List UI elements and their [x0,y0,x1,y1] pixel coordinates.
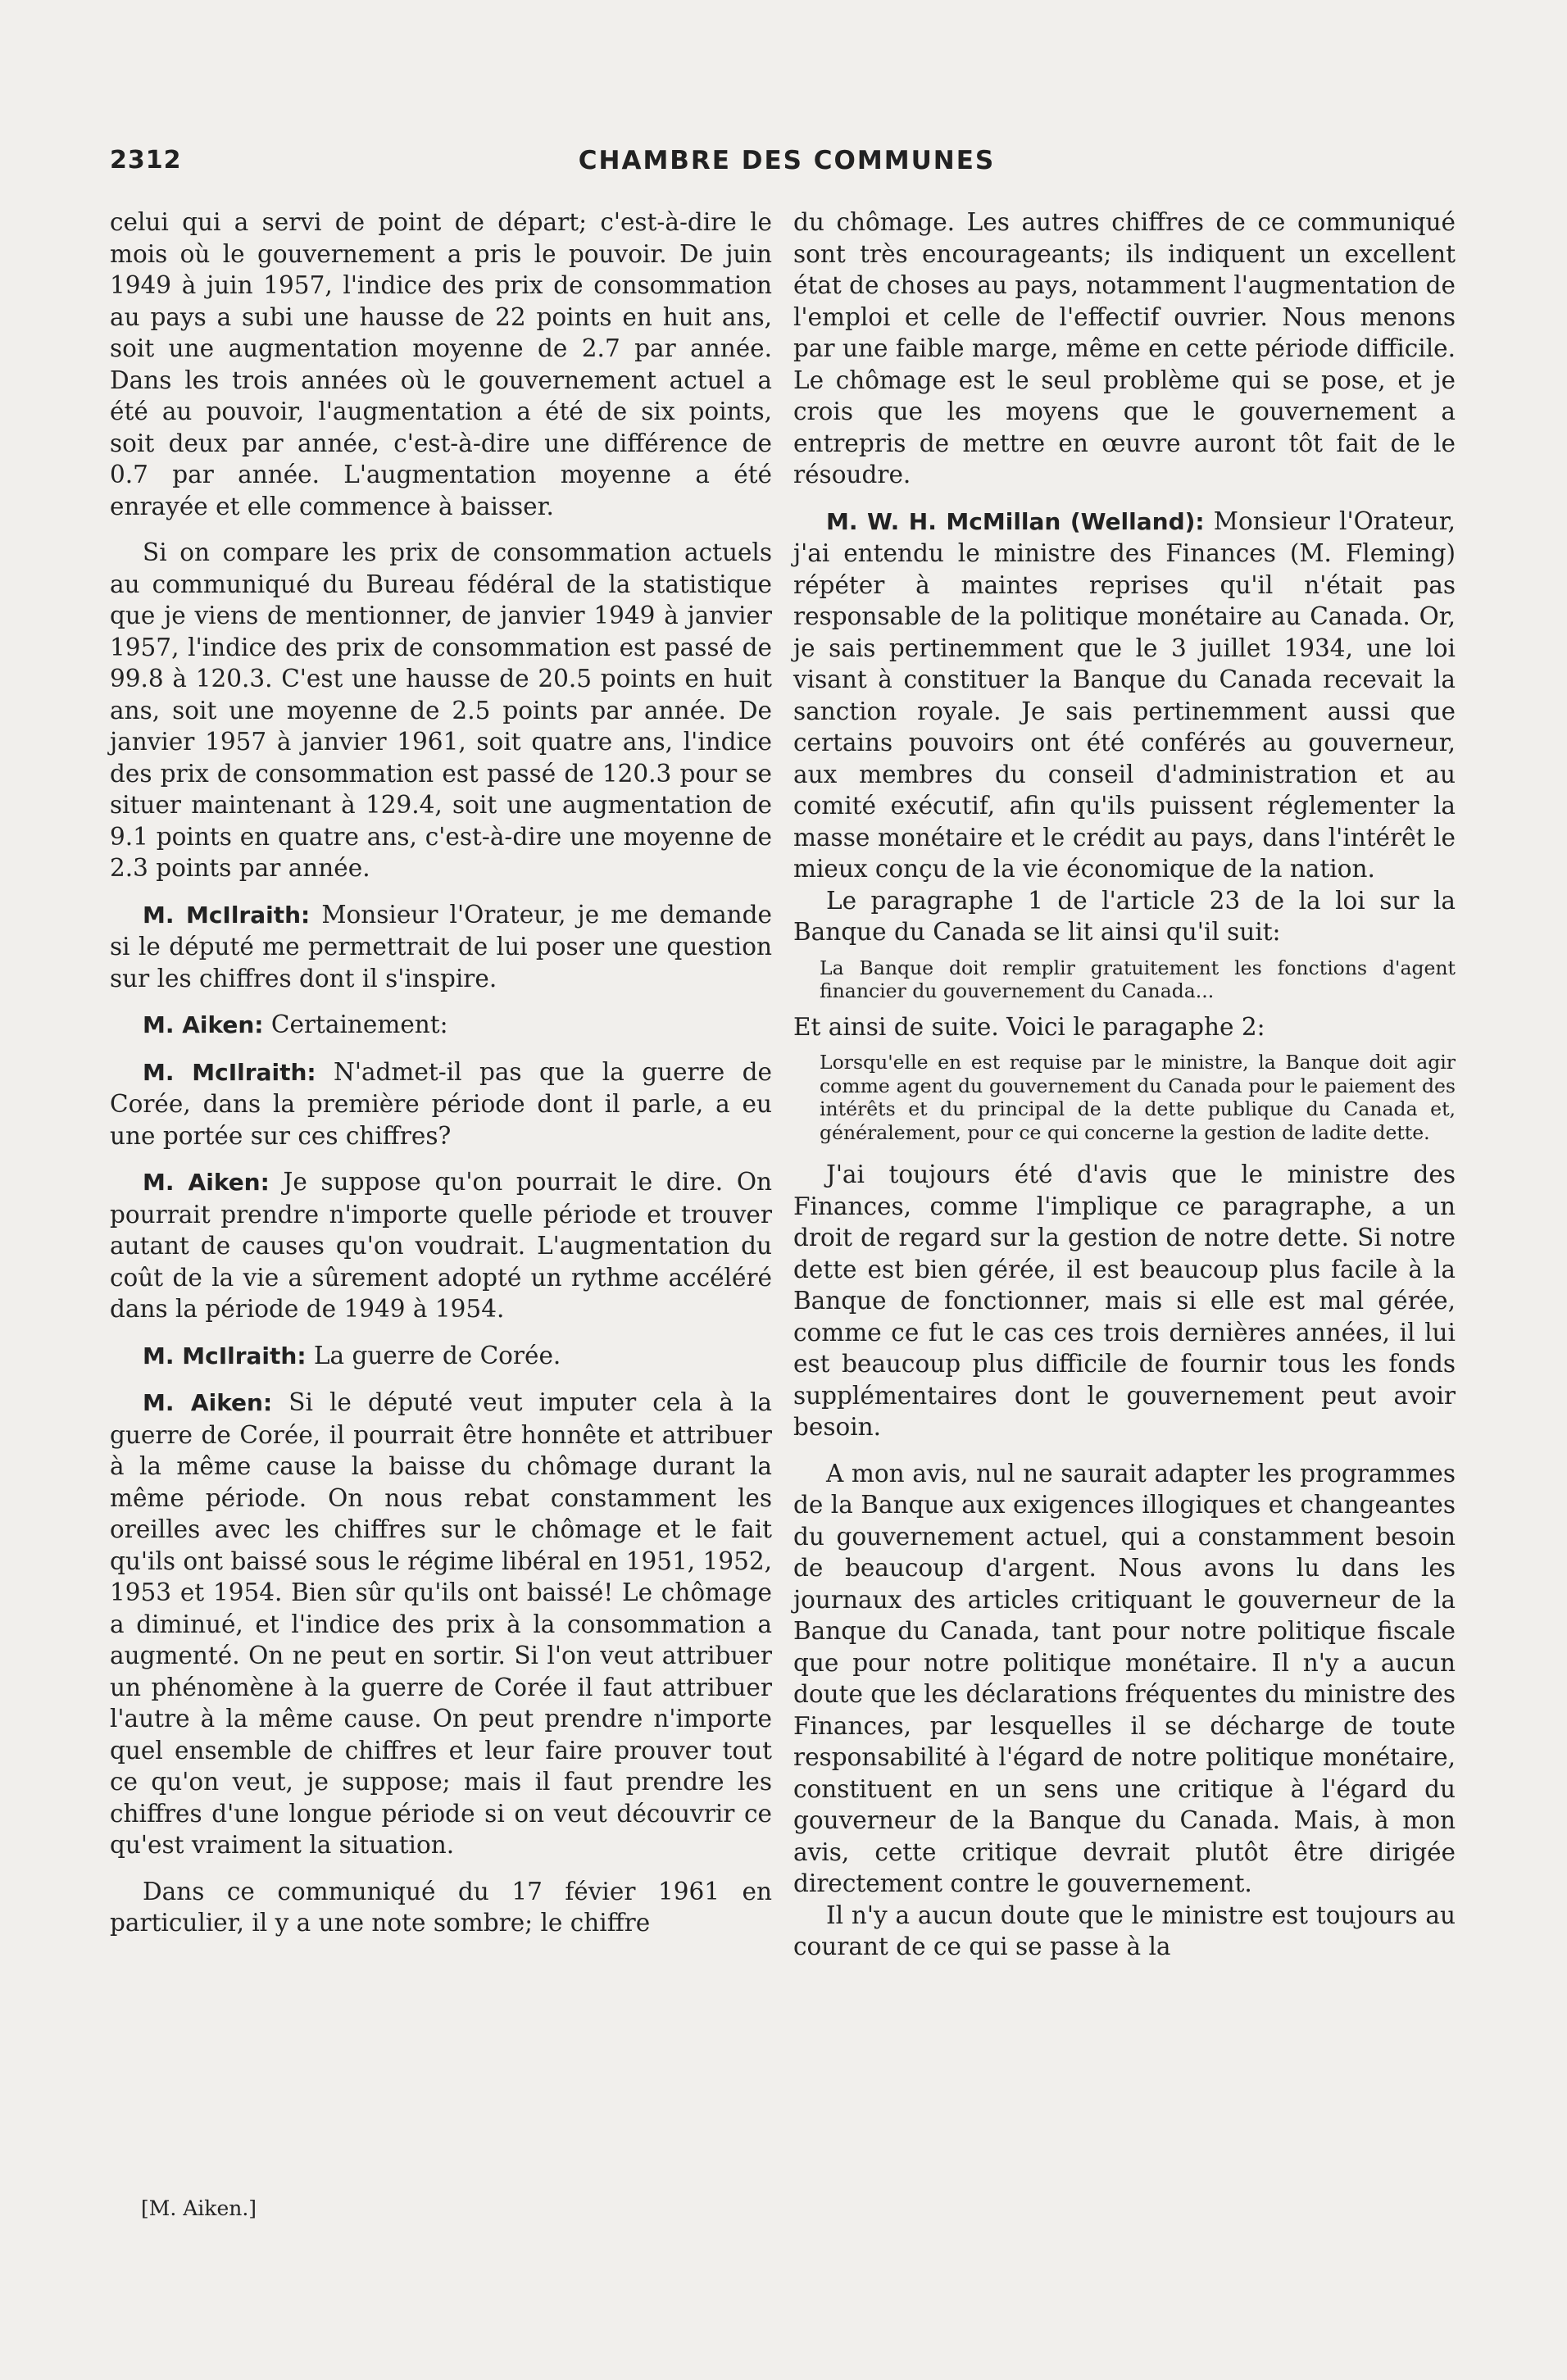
speech [793,506,1456,885]
paragraph: Et ainsi de suite. Voici le paragaphe 2: [793,1012,1265,1041]
speaker-name: M. McIlraith: [143,901,311,929]
paragraph: Il n'y a aucun doute que le ministre est toujours au courant de ce qui se passe à la [793,1901,1456,1960]
paragraph: celui qui a servi de point de départ; c'est-à-dire le mois où le gouvernement a pris le pouvoir. De juin 1949 à juin 1957, l'indice des prix de consommation au pays a subi une hausse de 22 points en huit ans, soit une augmentation moyenne de 2.7 par année. Dans les trois années où le gouvernement actuel a été au pouvoir, l'augmentation a été de six points, soit deux par année, c'est-à-dire une différence de 0.7 par année. L'augmentation moyenne a été enrayée et elle commence à baisser. [110,208,772,520]
paragraph: A mon avis, nul ne saurait adapter les programmes de la Banque aux exigences illogiques et changeantes du gouvernement actuel, qui a constamment besoin de beaucoup d'argent. Nous avons lu dans les journaux des articles critiquant le gouverneur de la Banque du Canada, tant pour notre politique fiscale que pour notre politique monétaire. Il n'y a aucun doute que les déclarations fréquentes du ministre des Finances, par lesquelles il se décharge de toute responsabilité à l'égard de notre politique monétaire, constituent en un sens une critique à l'égard du gouverneur de la Banque du Canada. Mais, à mon avis, cette critique devrait plutôt être dirigée directement contre le gouvernement. [793,1459,1456,1897]
page-number: 2312 [110,146,182,175]
right-column [793,207,1456,1963]
speech [110,1387,772,1861]
block-quote: La Banque doit remplir gratuitement les fonctions d'agent financier du gouvernement du Canada... [820,956,1456,1002]
page-title: CHAMBRE DES COMMUNES [578,146,996,175]
speaker-name: M. Aiken: [143,1169,270,1196]
page-header [110,138,1464,187]
speaker-name: M. McIlraith: [143,1058,316,1086]
speech [110,1340,772,1373]
paragraph: Dans ce communiqué du 17 févier 1961 en particulier, il y a une note sombre; le chiffre [110,1877,772,1937]
speech-text: N'admet-il pas que la guerre de Corée, dans la première période dont il parle, a eu une portée sur ces chiffres? [110,1057,772,1150]
paragraph: J'ai toujours été d'avis que le ministre des Finances, comme l'implique ce paragraphe, a un droit de regard sur la gestion de notre dette. Si notre dette est bien gérée, il est beaucoup plus facile à la Banque de fonctionner, mais si elle est mal gérée, comme ce fut le cas ces trois dernières années, il lui est beaucoup plus difficile de fournir tous les fonds supplémentaires dont le gouvernement peut avoir besoin. [793,1160,1456,1441]
speaker-name: M. Aiken: [143,1389,273,1416]
speaker-footer: [M. Aiken.] [141,2196,257,2220]
paragraph: du chômage. Les autres chiffres de ce communiqué sont très encourageants; ils indiquent un excellent état de choses au pays, notamment l'augmentation de l'emploi et celle de l'effectif ouvrier. Nous menons par une faible marge, même en cette période difficile. Le chômage est le seul problème qui se pose, et je crois que les moyens que le gouvernement a entrepris de mettre en œuvre auront tôt fait de le résoudre. [793,208,1456,488]
speaker-name: M. Aiken: [143,1011,264,1038]
speech [110,1009,772,1042]
speech [110,899,772,995]
speech-text: Monsieur l'Orateur, je me demande si le député me permettrait de lui poser une question sur les chiffres dont il s'inspire. [110,900,772,992]
speech-text: La guerre de Corée. [306,1341,561,1369]
speech-text: Monsieur l'Orateur, j'ai entendu le ministre des Finances (M. Fleming) répéter à maintes reprises qu'il n'était pas responsable de la politique monétaire au Canada. Or, je sais pertinemment que le 3 juillet 1934, une loi visant à constituer la Banque du Canada recevait la sanction royale. Je sais pertinemment aussi que certains pouvoirs ont été conférés au gouverneur, aux membres du conseil d'administration et au comité exécutif, afin qu'ils puissent réglementer la masse monétaire et le crédit au pays, dans l'intérêt le mieux conçu de la vie économique de la nation. [793,506,1456,883]
speech-text: Si le député veut imputer cela à la guerre de Corée, il pourrait être honnête et attribuer à la même cause la baisse du chômage durant la même période. On nous rebat constamment les oreilles avec les chiffres sur le chômage et le fait qu'ils ont baissé sous le régime libéral en 1951, 1952, 1953 et 1954. Bien sûr qu'ils ont baissé! Le chômage a diminué, et l'indice des prix à la consommation a augmenté. On ne peut en sortir. Si l'on veut attribuer un phénomène à la guerre de Corée il faut attribuer l'autre à la même cause. On peut prendre n'importe quel ensemble de chiffres et leur faire prouver tout ce qu'on veut, je suppose; mais il faut prendre les chiffres d'une longue période si on veut découvrir ce qu'est vraiment la situation. [110,1388,772,1859]
paragraph: Si on compare les prix de consommation actuels au communiqué du Bureau fédéral de la statistique que je viens de mentionner, de janvier 1949 à janvier 1957, l'indice des prix de consommation est passé de 99.8 à 120.3. C'est une hausse de 20.5 points en huit ans, soit une moyenne de 2.5 points par année. De janvier 1957 à janvier 1961, soit quatre ans, l'indice des prix de consommation est passé de 120.3 pour se situer maintenant à 129.4, soit une augmentation de 9.1 points en quatre ans, c'est-à-dire une moyenne de 2.3 points par année. [110,538,772,882]
speaker-name: M. McIlraith: [143,1342,307,1369]
paragraph: Le paragraphe 1 de l'article 23 de la loi sur la Banque du Canada se lit ainsi qu'il suit: [793,886,1456,946]
block-quote: Lorsqu'elle en est requise par le ministre, la Banque doit agir comme agent du gouvernement du Canada pour le paiement des intérêts et du principal de la dette publique du Canada et, généralement, pour ce qui concerne la gestion de ladite dette. [820,1051,1456,1144]
speech-text: Je suppose qu'on pourrait le dire. On pourrait prendre n'importe quelle période et trouver autant de causes qu'on voudrait. L'augmentation du coût de la vie a sûrement adopté un rythme accéléré dans la période de 1949 à 1954. [110,1168,772,1323]
speech [110,1056,772,1152]
speaker-name: M. W. H. McMillan (Welland): [826,507,1205,535]
left-column [110,207,772,1939]
speech [110,1166,772,1325]
speech-text: Certainement: [263,1011,448,1038]
